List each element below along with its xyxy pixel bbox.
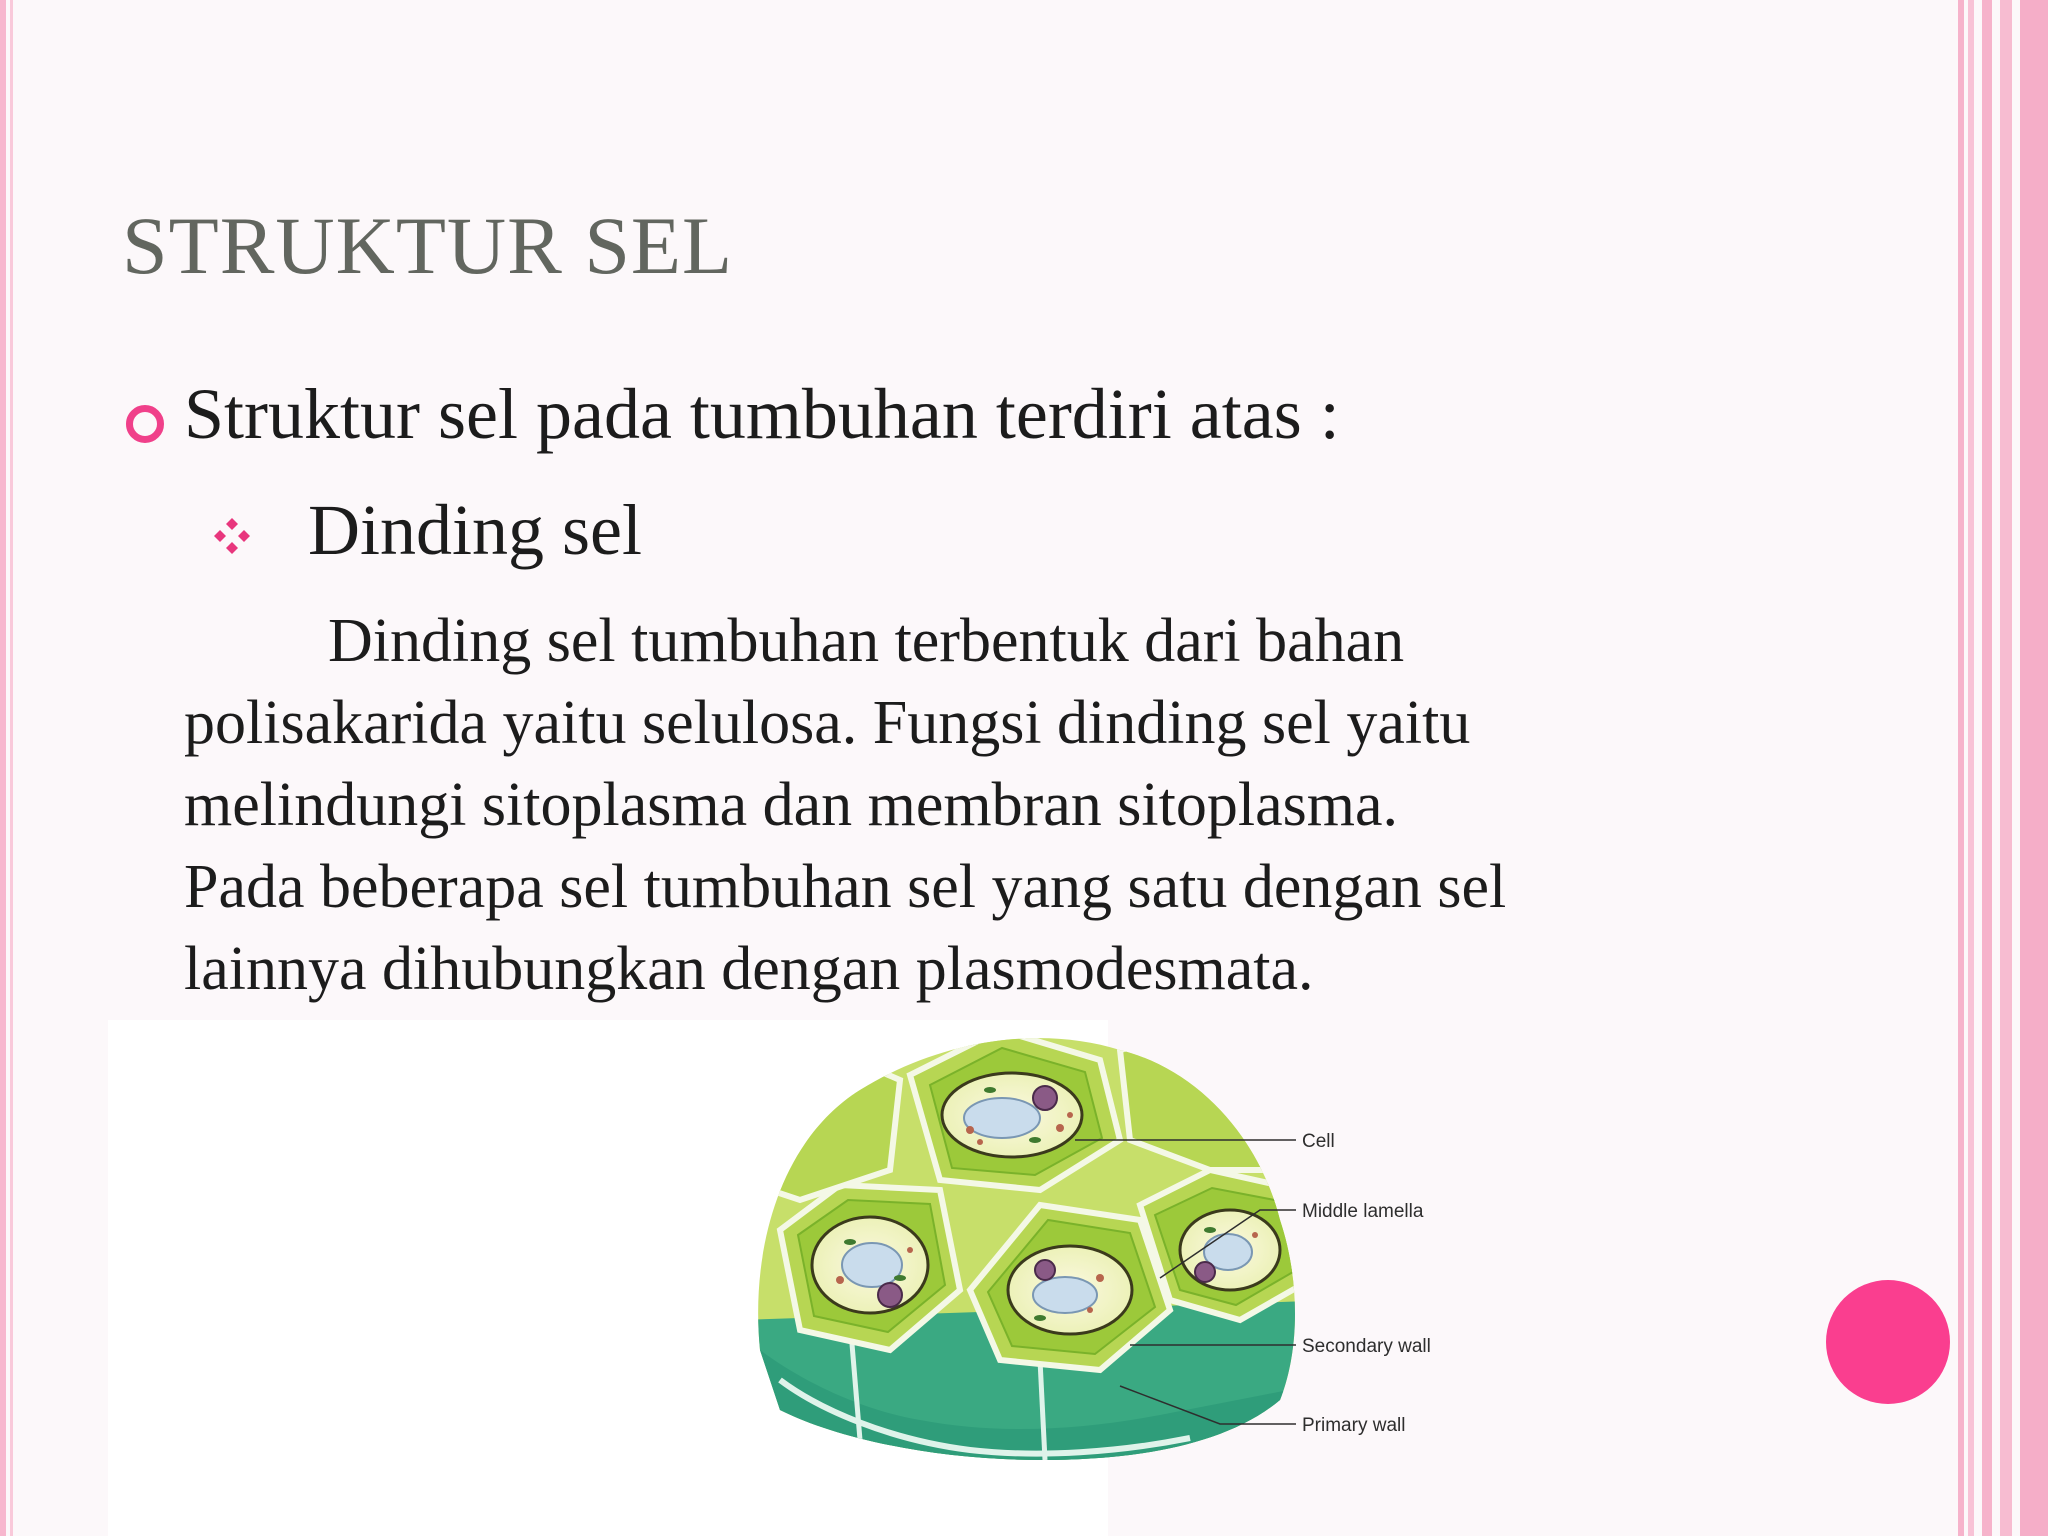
left-border-stripe-inner — [10, 0, 13, 1536]
bullet-level1-text: Struktur sel pada tumbuhan terdiri atas : — [184, 374, 1340, 454]
right-border-stripe — [1982, 0, 1992, 1536]
paragraph-line: Pada beberapa sel tumbuhan sel yang satu dengan sel — [184, 853, 1507, 921]
paragraph-line: polisakarida yaitu selulosa. Fungsi dinding sel yaitu — [184, 689, 1471, 757]
right-border-stripe — [1958, 0, 1964, 1536]
right-border-stripe — [1968, 0, 1974, 1536]
cell-wall-diagram — [740, 1020, 1520, 1470]
label-primary-wall: Primary wall — [1302, 1415, 1406, 1436]
circle-bullet-icon — [126, 405, 164, 443]
paragraph-line: lainnya dihubungkan dengan plasmodesmata. — [184, 935, 1314, 1003]
slide-title: STRUKTUR SEL — [122, 200, 734, 291]
label-middle-lamella: Middle lamella — [1302, 1201, 1424, 1222]
paragraph-line: melindungi sitoplasma dan membran sitoplasma. — [184, 771, 1398, 839]
decorative-pink-circle — [1826, 1280, 1950, 1404]
right-border-stripe — [2020, 0, 2048, 1536]
cell-tissue — [740, 1020, 1340, 1470]
right-border-stripe — [2000, 0, 2012, 1536]
bullet-level2-text: Dinding sel — [308, 490, 642, 570]
paragraph-line: Dinding sel tumbuhan terbentuk dari bahan — [328, 607, 1405, 675]
diamond-bullet-icon — [210, 514, 254, 558]
label-cell: Cell — [1302, 1131, 1335, 1152]
left-border-stripe — [0, 0, 6, 1536]
body-paragraph — [184, 600, 1884, 1010]
label-secondary-wall: Secondary wall — [1302, 1336, 1431, 1357]
